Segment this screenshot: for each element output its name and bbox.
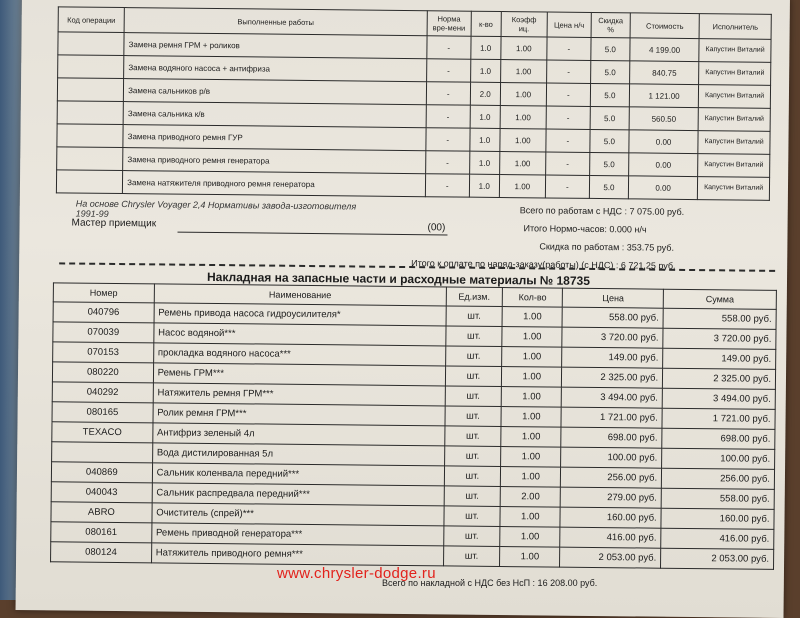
norm-time: - [426,82,470,105]
work-name: Замена сальника к/в [123,102,426,128]
unit: шт. [445,346,502,367]
executor: Капустин Виталий [699,62,771,86]
sum: 160.00 руб. [661,508,774,529]
sum: 2 053.00 руб. [661,548,774,569]
header-cell: Коэфф иц. [501,11,547,36]
quantity: 1.00 [502,327,563,348]
coefficient: 1.00 [501,36,547,59]
unit: шт. [446,326,503,347]
norm-time: - [425,151,469,174]
coefficient: 1.00 [500,128,546,151]
hour-price: - [546,83,590,106]
price: 149.00 руб. [562,347,663,368]
price: 3 720.00 руб. [562,327,663,348]
executor: Капустин Виталий [699,85,771,109]
coefficient: 1.00 [500,59,546,82]
quantity: 1.00 [500,527,561,548]
operation-code [58,55,124,79]
hour-price: - [546,152,590,175]
header-cell: Наименование [154,284,446,306]
watermark: www.chrysler-dodge.ru [277,565,436,582]
part-number: 040292 [52,382,153,403]
operation-code [58,32,124,56]
executor: Капустин Виталий [698,108,770,132]
discount: 5.0 [589,152,628,175]
unit: шт. [444,506,501,527]
sum: 3 494.00 руб. [662,388,775,409]
header-cell: Выполненные работы [124,8,427,36]
part-name: Вода дистилированная 5л [152,443,444,466]
price: 160.00 руб. [560,507,661,528]
part-number: 040869 [51,462,152,483]
part-number: 040796 [53,302,154,323]
part-number: 070039 [53,322,154,343]
sum: 1 721.00 руб. [662,408,775,429]
part-name: прокладка водяного насоса*** [153,343,445,366]
operation-code [57,124,123,148]
cost: 840.75 [630,61,700,85]
sum: 698.00 руб. [662,428,775,449]
norm-time: - [426,59,470,82]
price: 256.00 руб. [561,467,662,488]
work-name: Замена натяжителя приводного ремня генератора [123,171,426,197]
part-name: Ролик ремня ГРМ*** [153,403,445,426]
unit: шт. [444,446,501,467]
quantity: 1.0 [471,36,501,59]
price: 558.00 руб. [563,307,664,328]
sum: 149.00 руб. [663,348,776,369]
total-norm-hours: Итого Нормо-часов: 0.000 н/ч [523,223,647,235]
executor: Капустин Виталий [699,39,771,63]
sum: 558.00 руб. [661,488,774,509]
unit: шт. [444,466,501,487]
operation-code [57,78,123,102]
quantity: 1.00 [501,367,562,388]
price: 698.00 руб. [561,427,662,448]
operation-code [56,170,122,194]
quantity: 1.00 [501,447,562,468]
unit: шт. [444,486,501,507]
header-cell: Норма вре-мени [427,11,471,36]
header-cell: Стоимость [630,13,700,39]
total-works-vat: Всего по работам с НДС : 7 075.00 руб. [519,205,685,217]
part-number: 040043 [51,482,152,503]
hour-price: - [546,129,590,152]
quantity: 1.00 [502,307,563,328]
part-name: Сальник коленвала передний*** [152,463,444,486]
discount: 5.0 [591,37,630,60]
price: 100.00 руб. [561,447,662,468]
price: 2 053.00 руб. [560,547,661,568]
part-name: Очиститель (спрей)*** [152,503,444,526]
part-number: TEXACO [52,422,153,443]
coefficient: 1.00 [499,174,545,197]
header-cell: Код операции [58,7,124,33]
quantity: 1.0 [470,105,500,128]
quantity: 1.00 [500,547,561,568]
operation-code [57,101,123,125]
hour-price: - [546,106,590,129]
sum: 100.00 руб. [662,448,775,469]
header-cell: Номер [53,283,154,303]
master-signature-line [177,232,447,236]
sum: 416.00 руб. [661,528,774,549]
quantity: 1.00 [501,407,562,428]
price: 1 721.00 руб. [561,407,662,428]
work-name: Замена приводного ремня ГУР [123,125,426,151]
document-page [16,0,790,618]
parts-total: Всего по накладной с НДС без НсП : 16 208.00 руб. [382,578,598,588]
cost: 0.00 [629,130,699,154]
part-number: 080124 [51,542,152,563]
quantity: 1.0 [469,151,499,174]
hour-price: - [545,175,589,198]
part-name: Ремень приводной генератора*** [151,523,443,546]
hour-price: - [547,37,591,60]
part-number: ABRO [51,502,152,523]
sum: 3 720.00 руб. [663,328,776,349]
executor: Капустин Виталий [698,131,770,155]
quantity: 1.0 [469,174,499,197]
quantity: 1.00 [501,387,562,408]
part-name: Сальник распредвала передний*** [152,483,444,506]
operation-code [57,147,123,171]
quantity: 1.00 [500,467,561,488]
executor: Капустин Виталий [698,177,770,201]
quantity: 1.00 [500,507,561,528]
part-name: Насос водяной*** [154,323,446,346]
header-cell: Цена н/ч [547,12,591,37]
sum: 256.00 руб. [662,468,775,489]
part-number: 070153 [53,342,154,363]
header-cell: Сумма [663,289,776,309]
basis-note: На основе Chrysler Voyager 2,4 Нормативы завода-изготовителя [75,198,357,212]
part-number: 080165 [52,402,153,423]
norm-time: - [425,174,469,197]
unit: шт. [444,426,501,447]
total-to-pay: Итого к оплате по наряд-заказу(работы) (с НДС) : 6 721.25 руб. [411,258,676,271]
header-cell: к-во [471,11,501,36]
master-value: (00) [427,222,446,234]
norm-time: - [426,128,470,151]
discount: 5.0 [589,175,628,198]
executor: Капустин Виталий [698,154,770,178]
unit: шт. [443,546,500,567]
header-cell: Исполнитель [699,14,771,40]
coefficient: 1.00 [499,151,545,174]
discount: 5.0 [590,106,629,129]
part-name: Натяжитель ремня ГРМ*** [153,383,445,406]
work-name: Замена водяного насоса + антифриза [124,56,427,82]
discount: 5.0 [590,60,629,83]
work-name: Замена ремня ГРМ + роликов [124,33,427,59]
hour-price: - [547,60,591,83]
parts-invoice-title: Накладная на запасные части и расходные материалы № 18735 [206,269,591,288]
quantity: 1.0 [470,59,500,82]
sum: 2 325.00 руб. [663,368,776,389]
unit: шт. [445,406,502,427]
part-name: Натяжитель приводного ремня*** [151,543,443,566]
part-name: Антифриз зеленый 4л [152,423,444,446]
price: 3 494.00 руб. [562,387,663,408]
works-table [56,6,772,200]
parts-table [50,282,777,570]
quantity: 1.0 [470,128,500,151]
work-name: Замена сальников р/в [124,79,427,105]
unit: шт. [443,526,500,547]
discount: 5.0 [590,129,629,152]
price: 279.00 руб. [561,487,662,508]
header-cell: Кол-во [502,288,563,308]
cost: 1 121.00 [629,84,699,108]
part-number [52,442,153,463]
norm-time: - [426,105,470,128]
header-cell: Цена [563,288,664,308]
quantity: 1.00 [501,427,562,448]
cost: 4 199.00 [630,38,700,62]
part-number: 080220 [52,362,153,383]
unit: шт. [446,306,503,327]
unit: шт. [445,386,502,407]
work-name: Замена приводного ремня генератора [123,148,426,174]
norm-time: - [427,36,471,59]
quantity: 2.00 [500,487,561,508]
unit: шт. [445,366,502,387]
part-name: Ремень привода насоса гидроусилителя* [154,303,446,326]
header-cell: Ед.изм. [446,287,503,307]
basis-years: 1991-99 [75,208,109,219]
price: 2 325.00 руб. [562,367,663,388]
discount: 5.0 [590,83,629,106]
cost: 560.50 [629,107,699,131]
master-label: Мастер приемщик [71,217,157,230]
header-cell: Скидка % [591,12,630,37]
price: 416.00 руб. [560,527,661,548]
sum: 558.00 руб. [663,308,776,329]
cost: 0.00 [629,153,699,177]
cost: 0.00 [628,176,698,200]
coefficient: 1.00 [500,82,546,105]
quantity: 2.0 [470,82,500,105]
quantity: 1.00 [502,347,563,368]
part-number: 080161 [51,522,152,543]
part-name: Ремень ГРМ*** [153,363,445,386]
total-discount: Скидка по работам : 353.75 руб. [539,241,675,253]
coefficient: 1.00 [500,105,546,128]
